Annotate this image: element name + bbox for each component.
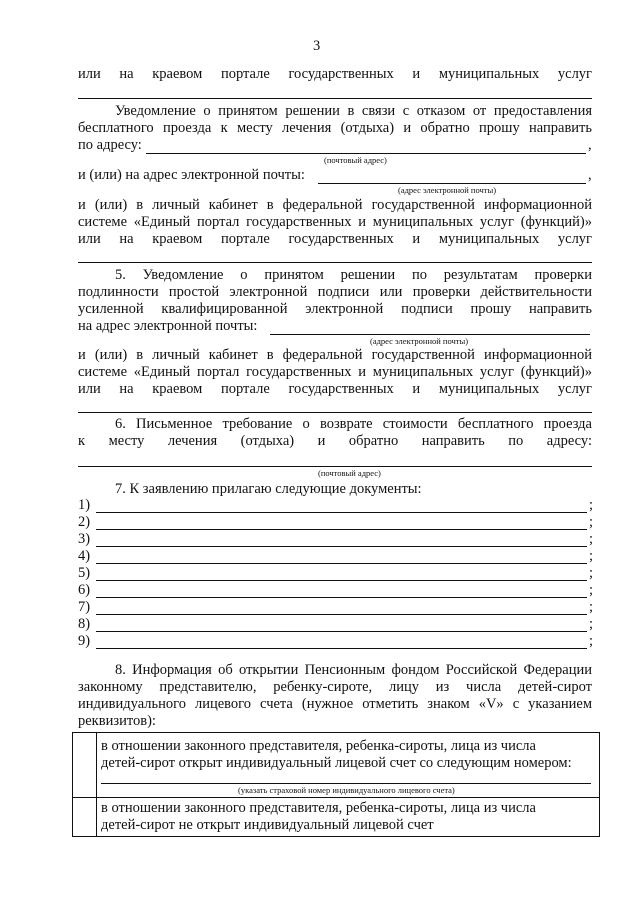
document-item-end-mark: ; [589,514,594,530]
document-item-field[interactable] [96,580,587,581]
document-item-field[interactable] [96,512,587,513]
fill-line [78,412,592,413]
cabinet-line-3: или на краевом портале государственных и муниципальных услуг [78,231,592,247]
snils-field[interactable] [101,783,591,784]
document-item-field[interactable] [96,563,587,564]
document-item-end-mark: ; [589,599,594,615]
sec8-line-1: 8. Информация об открытии Пенсионным фондом Российской Федерации [115,662,592,678]
document-item-number: 4) [78,548,91,564]
option-1-line-1: в отношении законного представителя, ребенка-сироты, лица из числа [101,738,536,754]
document-item-end-mark: ; [589,565,594,581]
document-item-end-mark: ; [589,497,594,513]
sec8-line-4: реквизитов): [78,713,156,729]
fill-line [78,98,592,99]
email-field[interactable] [270,334,590,335]
sec5-line-2: подлинности простой электронной подписи или проверки действительности [78,284,592,300]
document-item-number: 6) [78,582,91,598]
sec7-title: 7. К заявлению прилагаю следующие документы: [115,481,422,497]
option-2-line-1: в отношении законного представителя, ребенка-сироты, лица из числа [101,800,536,816]
document-item-end-mark: ; [589,531,594,547]
cabinet-line-2: системе «Единый портал государственных и муниципальных услуг (функций)» [78,214,592,230]
document-item-field[interactable] [96,546,587,547]
email-lead: и (или) на адрес электронной почты: [78,167,305,183]
option-2-line-2: детей-сирот не открыт индивидуальный лицевой счет [101,817,434,833]
fill-line [78,262,592,263]
cabinet-line-3: или на краевом портале государственных и муниципальных услуг [78,381,592,397]
comma-mark: , [588,137,592,153]
refusal-line-2: бесплатного проезда к месту лечения (отдыха) и обратно прошу направить [78,120,592,136]
postal-address-field[interactable] [78,466,592,467]
document-item-field[interactable] [96,631,587,632]
snils-caption: (указать страховой номер индивидуального лицевого счета) [238,785,455,795]
document-item-end-mark: ; [589,633,594,649]
email-field[interactable] [318,183,586,184]
document-item-field[interactable] [96,597,587,598]
document-item-end-mark: ; [589,616,594,632]
document-item-field[interactable] [96,648,587,649]
refusal-line-3: по адресу: [78,137,142,153]
checkbox-column-divider [96,732,97,836]
document-item-number: 2) [78,514,91,530]
refusal-line-1: Уведомление о принятом решении в связи с отказом от предоставления [115,103,592,119]
email-caption: (адрес электронной почты) [398,185,497,195]
option-1-line-2: детей-сирот открыт индивидуальный лицевой счет со следующим номером: [101,755,572,771]
page-number: 3 [313,38,321,54]
postal-caption: (почтовый адрес) [324,155,387,165]
sec6-line-1: 6. Письменное требование о возврате стоимости бесплатного проезда [115,416,592,432]
sec8-line-2: законному представителю, ребенку-сироте, лицу из числа детей-сирот [78,679,592,695]
sec6-line-2: к месту лечения (отдыха) и обратно направить по адресу: [78,433,592,449]
document-item-number: 7) [78,599,91,615]
postal-caption: (почтовый адрес) [318,468,381,478]
sec8-line-3: индивидуального лицевого счета (нужное отметить знаком «V» с указанием [78,696,592,712]
sec5-line-1: 5. Уведомление о принятом решении по результатам проверки [115,267,592,283]
document-item-end-mark: ; [589,548,594,564]
document-item-end-mark: ; [589,582,594,598]
document-item-number: 9) [78,633,91,649]
document-item-number: 5) [78,565,91,581]
postal-address-field[interactable] [146,153,586,154]
row-divider [72,797,599,798]
intro-line: или на краевом портале государственных и муниципальных услуг [78,66,592,82]
document-item-field[interactable] [96,529,587,530]
cabinet-line-1: и (или) в личный кабинет в федеральной государственной информационной [78,197,592,213]
sec5-line-3: усиленной квалифицированной электронной подписи прошу направить [78,301,592,317]
cabinet-line-2: системе «Единый портал государственных и муниципальных услуг (функций)» [78,364,592,380]
checkbox-option-2[interactable] [73,798,96,835]
document-item-number: 1) [78,497,91,513]
document-item-field[interactable] [96,614,587,615]
email-caption: (адрес электронной почты) [370,336,469,346]
sec5-line-4: на адрес электронной почты: [78,318,258,334]
document-item-number: 8) [78,616,91,632]
cabinet-line-1: и (или) в личный кабинет в федеральной государственной информационной [78,347,592,363]
comma-mark: , [588,167,592,183]
checkbox-option-1[interactable] [73,733,96,797]
document-item-number: 3) [78,531,91,547]
